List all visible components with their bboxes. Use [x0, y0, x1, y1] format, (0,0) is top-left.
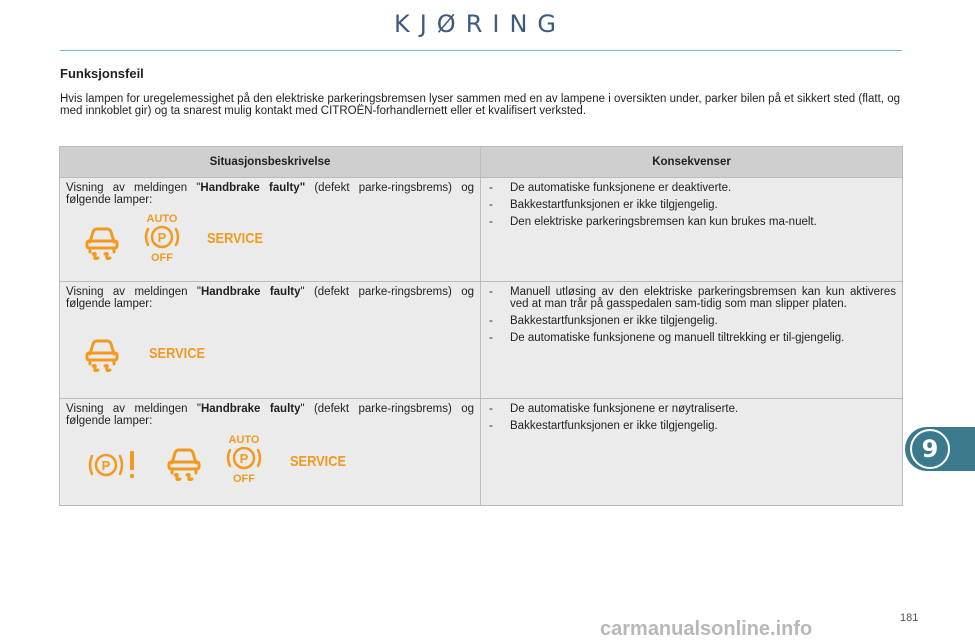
car-slip-icon	[82, 224, 122, 262]
consequence-list	[487, 403, 896, 432]
table-row	[60, 399, 903, 506]
message-name: Handbrake faulty	[200, 403, 301, 415]
list-item: - De automatiske funksjonene og manuell tiltrekking er til-gjengelig.	[487, 332, 896, 344]
header-divider	[60, 50, 902, 51]
auto-label: AUTO	[146, 213, 178, 225]
page-header-title: KJØRING	[393, 10, 566, 38]
situation-description	[66, 403, 474, 427]
page-number: 181	[900, 612, 919, 624]
list-item: - Bakkestartfunksjonen er ikke tilgjengelig.	[487, 199, 896, 211]
table-row	[60, 178, 903, 282]
desc-text: " (defekt parke-ringsbrems) og følgende lamper:	[66, 286, 474, 310]
p-label: P	[239, 451, 249, 466]
service-icon	[148, 343, 208, 363]
off-label: OFF	[151, 252, 173, 264]
auto-p-off-icon	[142, 211, 182, 263]
table-header-row	[60, 147, 903, 178]
list-item: - Bakkestartfunksjonen er ikke tilgjengelig.	[487, 420, 896, 432]
list-item: - Den elektriske parkeringsbremsen kan kun brukes ma-nuelt.	[487, 216, 896, 228]
header-situation: Situasjonsbeskrivelse	[60, 147, 481, 178]
situation-cell	[60, 178, 481, 282]
auto-label: AUTO	[228, 434, 260, 446]
p-label: P	[101, 458, 111, 473]
car-slip-icon	[164, 445, 204, 483]
desc-text: (defekt parke-ringsbrems) og følgende lamper:	[66, 182, 474, 206]
parking-brake-fault-icon	[86, 447, 142, 483]
message-name: Handbrake faulty"	[200, 182, 306, 194]
auto-p-off-icon	[224, 432, 264, 484]
consequences-cell	[481, 178, 903, 282]
chapter-number: 9	[921, 435, 939, 463]
list-item: - Manuell utløsing av den elektriske parkeringsbremsen kan kun aktiveres ved at man trår på gasspedalen sam-tidig som man slipper platen.	[487, 286, 896, 310]
watermark: carmanualsonline.info	[600, 618, 813, 640]
p-label: P	[157, 230, 167, 245]
situation-description	[66, 286, 474, 310]
consequences-cell	[481, 282, 903, 399]
fault-table	[59, 146, 903, 506]
desc-text: Visning av meldingen "	[66, 286, 201, 298]
lamp-group	[66, 310, 474, 380]
consequences-cell	[481, 399, 903, 506]
service-icon	[206, 228, 266, 248]
consequence-list	[487, 182, 896, 228]
lamp-group	[66, 206, 474, 276]
lamp-group	[66, 427, 474, 497]
desc-text: Visning av meldingen "	[66, 182, 201, 194]
service-icon	[289, 451, 349, 471]
list-item: - Bakkestartfunksjonen er ikke tilgjengelig.	[487, 315, 896, 327]
off-label: OFF	[233, 473, 255, 485]
list-item: - De automatiske funksjonene er deaktiverte.	[487, 182, 896, 194]
situation-description	[66, 182, 474, 206]
car-slip-icon	[82, 336, 122, 374]
service-label: SERVICE	[290, 453, 346, 470]
message-name: Handbrake faulty	[200, 286, 301, 298]
list-item: - De automatiske funksjonene er nøytraliserte.	[487, 403, 896, 415]
situation-cell	[60, 282, 481, 399]
situation-cell	[60, 399, 481, 506]
header-consequences: Konsekvenser	[481, 147, 903, 178]
service-label: SERVICE	[207, 230, 263, 247]
consequence-list	[487, 286, 896, 344]
desc-text: " (defekt parke-ringsbrems) og følgende lamper:	[66, 403, 474, 427]
table-row	[60, 282, 903, 399]
intro-paragraph: Hvis lampen for uregelemessighet på den elektriske parkeringsbremsen lyser sammen med en av lampene i oversikten under, parker bilen på et sikkert sted (flatt, og med innkoblet gir) og ta snarest mulig kontakt med CITROËN-forhandlernett eller et kvalifisert verksted.	[60, 93, 900, 117]
section-title: Funksjonsfeil	[60, 66, 144, 81]
desc-text: Visning av meldingen "	[66, 403, 201, 415]
service-label: SERVICE	[149, 345, 205, 362]
